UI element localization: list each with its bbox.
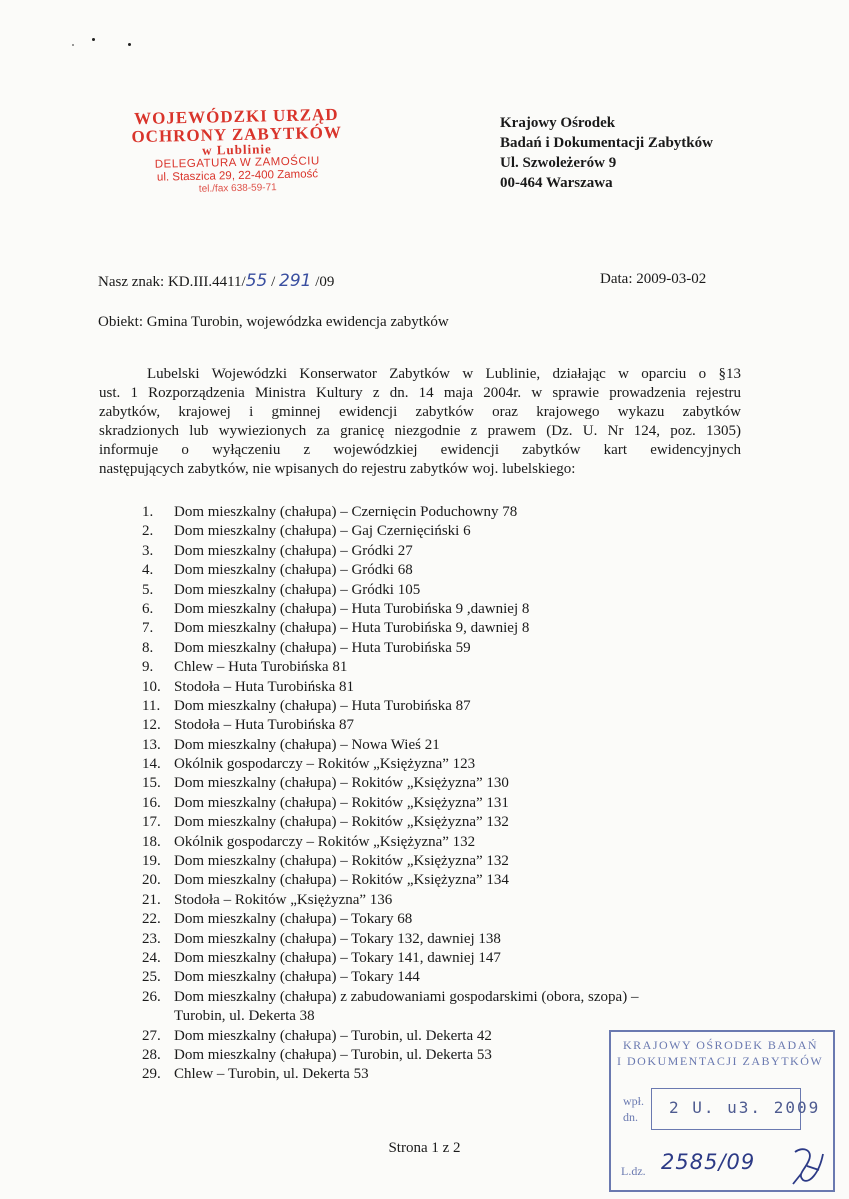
body-line: Lubelski Wojewódzki Konserwator Zabytków w Lublinie, działając w oparciu o §13 bbox=[147, 366, 741, 382]
item-text: Dom mieszkalny (chałupa) – Rokitów „Księżyzna” 132 bbox=[174, 853, 509, 870]
list-item bbox=[142, 968, 638, 987]
item-number: 25. bbox=[142, 969, 161, 986]
item-text: Stodoła – Rokitów „Księżyzna” 136 bbox=[174, 891, 393, 908]
item-number: 12. bbox=[142, 717, 161, 734]
reference-prefix: Nasz znak: KD.III.4411/ bbox=[98, 274, 246, 290]
office-stamp bbox=[111, 105, 363, 196]
item-text: Dom mieszkalny (chałupa) – Turobin, ul. Dekerta 53 bbox=[174, 1046, 492, 1063]
item-text: Okólnik gospodarczy – Rokitów „Księżyzna” 123 bbox=[174, 756, 476, 773]
item-text: Dom mieszkalny (chałupa) – Czernięcin Poduchowny 78 bbox=[174, 504, 518, 520]
item-text: Dom mieszkalny (chałupa) – Gródki 68 bbox=[174, 562, 413, 579]
stamp-line: WOJEWÓDZKI URZĄD bbox=[133, 104, 339, 129]
list-item bbox=[142, 755, 638, 774]
scan-speck bbox=[72, 44, 74, 46]
list-item bbox=[142, 600, 638, 619]
stamp-label: dn. bbox=[623, 1110, 638, 1124]
list-item bbox=[142, 891, 638, 910]
list-item bbox=[142, 852, 638, 871]
item-number: 20. bbox=[142, 872, 161, 889]
item-text: Dom mieszkalny (chałupa) – Rokitów „Księżyzna” 132 bbox=[174, 814, 509, 831]
list-item bbox=[142, 658, 638, 677]
item-number: 14. bbox=[142, 756, 161, 773]
item-number: 11. bbox=[142, 697, 161, 714]
document-date: Data: 2009-03-02 bbox=[600, 271, 707, 287]
item-number: 23. bbox=[142, 930, 161, 947]
item-number: 21. bbox=[142, 891, 161, 908]
list-item bbox=[142, 678, 638, 697]
list-item bbox=[142, 910, 638, 929]
item-number: 5. bbox=[142, 581, 154, 598]
list-item bbox=[142, 794, 638, 813]
item-text: Okólnik gospodarczy – Rokitów „Księżyzna” 132 bbox=[174, 833, 476, 850]
addressee-line: 00-464 Warszawa bbox=[500, 175, 613, 191]
item-text: Dom mieszkalny (chałupa) – Nowa Wieś 21 bbox=[174, 736, 440, 753]
item-number: 3. bbox=[142, 542, 154, 559]
stamp-line: I DOKUMENTACJI ZABYTKÓW bbox=[617, 1054, 824, 1068]
list-item bbox=[142, 871, 638, 890]
item-number: 24. bbox=[142, 949, 161, 966]
page-number: Strona 1 z 2 bbox=[388, 1140, 461, 1156]
item-number: 2. bbox=[142, 523, 154, 540]
list-item bbox=[142, 581, 638, 600]
list-item bbox=[142, 503, 638, 522]
list-item bbox=[142, 930, 638, 949]
reference-separator: / bbox=[267, 274, 280, 290]
stamp-line: tel./fax 638-59-71 bbox=[198, 182, 277, 195]
stamp-line: OCHRONY ZABYTKÓW bbox=[131, 122, 343, 147]
list-item bbox=[142, 813, 638, 832]
item-number: 27. bbox=[142, 1027, 161, 1044]
list-item bbox=[142, 542, 638, 561]
handwritten-number: 291 bbox=[279, 271, 312, 291]
list-item bbox=[142, 1027, 638, 1046]
reference-suffix: /09 bbox=[311, 274, 335, 290]
item-number: 7. bbox=[142, 620, 154, 637]
list-item bbox=[142, 639, 638, 658]
list-item bbox=[142, 1065, 638, 1084]
body-line: informuje o wyłączeniu z wojewódzkiej ewidencji zabytków kart ewidencyjnych bbox=[99, 442, 741, 458]
stamp-line: w Lublinie bbox=[202, 141, 272, 158]
reference-number bbox=[98, 271, 334, 291]
item-number: 1. bbox=[142, 504, 154, 520]
stamp-line: KRAJOWY OŚRODEK BADAŃ bbox=[623, 1038, 819, 1052]
item-number: 22. bbox=[142, 911, 161, 928]
list-item bbox=[142, 736, 638, 755]
body-line: ust. 1 Rozporządzenia Ministra Kultury z dn. 14 maja 2004r. w sprawie prowadzenia rejestru bbox=[99, 385, 741, 401]
body-paragraph bbox=[99, 365, 741, 479]
item-text: Stodoła – Huta Turobińska 81 bbox=[174, 678, 355, 695]
list-item bbox=[142, 988, 638, 1027]
item-text: Dom mieszkalny (chałupa) – Huta Turobińska 59 bbox=[174, 639, 471, 656]
list-item bbox=[142, 949, 638, 968]
item-text: Dom mieszkalny (chałupa) – Tokary 141, dawniej 147 bbox=[174, 949, 501, 966]
item-number: 8. bbox=[142, 639, 154, 656]
stamp-line: DELEGATURA W ZAMOŚCIU bbox=[154, 155, 320, 171]
item-text: Dom mieszkalny (chałupa) – Huta Turobińska 9, dawniej 8 bbox=[174, 620, 530, 637]
handwritten-number: 55 bbox=[245, 271, 268, 291]
item-text: Dom mieszkalny (chałupa) – Rokitów „Księżyzna” 134 bbox=[174, 872, 509, 889]
list-item bbox=[142, 522, 638, 541]
scan-speck bbox=[92, 38, 95, 41]
list-item bbox=[142, 619, 638, 638]
addressee-line: Krajowy Ośrodek bbox=[500, 115, 616, 131]
item-text: Dom mieszkalny (chałupa) – Huta Turobińska 9 ,dawniej 8 bbox=[174, 600, 530, 617]
item-number: 13. bbox=[142, 736, 161, 753]
item-text: Dom mieszkalny (chałupa) – Gródki 27 bbox=[174, 542, 413, 559]
addressee-block bbox=[500, 113, 713, 193]
item-text: Dom mieszkalny (chałupa) z zabudowaniami gospodarskimi (obora, szopa) – bbox=[174, 988, 639, 1005]
item-number: 19. bbox=[142, 853, 161, 870]
item-text: Dom mieszkalny (chałupa) – Tokary 132, dawniej 138 bbox=[174, 930, 501, 947]
item-number: 18. bbox=[142, 833, 161, 850]
list-item bbox=[142, 1046, 638, 1065]
list-item bbox=[142, 774, 638, 793]
received-date: 2 U. u3. 2009 bbox=[669, 1098, 821, 1117]
item-number: 29. bbox=[142, 1066, 161, 1083]
item-text: Stodoła – Huta Turobińska 87 bbox=[174, 717, 355, 734]
item-text: Dom mieszkalny (chałupa) – Turobin, ul. Dekerta 42 bbox=[174, 1027, 492, 1044]
stamp-label: L.dz. bbox=[621, 1164, 646, 1178]
addressee-line: Badań i Dokumentacji Zabytków bbox=[500, 135, 713, 151]
stamp-label: wpł. bbox=[623, 1094, 644, 1108]
addressee-line: Ul. Szwoleżerów 9 bbox=[500, 155, 617, 171]
item-number: 28. bbox=[142, 1046, 161, 1063]
list-item bbox=[142, 697, 638, 716]
item-number: 4. bbox=[142, 562, 154, 579]
item-text-continuation: Turobin, ul. Dekerta 38 bbox=[174, 1008, 315, 1025]
body-line: następujących zabytków, nie wpisanych do rejestru zabytków woj. lubelskiego: bbox=[99, 461, 576, 477]
item-number: 10. bbox=[142, 678, 161, 695]
item-text: Dom mieszkalny (chałupa) – Rokitów „Księżyzna” 131 bbox=[174, 794, 509, 811]
subject-line: Obiekt: Gmina Turobin, wojewódzka ewidencja zabytków bbox=[98, 314, 449, 330]
item-text: Dom mieszkalny (chałupa) – Tokary 144 bbox=[174, 969, 420, 986]
body-line: zabytków, krajowej i gminnej ewidencji zabytków oraz krajowego wykazu zabytków bbox=[99, 404, 741, 420]
item-text: Dom mieszkalny (chałupa) – Tokary 68 bbox=[174, 911, 413, 928]
list-item bbox=[142, 716, 638, 735]
item-number: 16. bbox=[142, 794, 161, 811]
item-text: Dom mieszkalny (chałupa) – Rokitów „Księżyzna” 130 bbox=[174, 775, 509, 792]
item-text: Dom mieszkalny (chałupa) – Huta Turobińska 87 bbox=[174, 697, 471, 714]
list-item bbox=[142, 561, 638, 580]
item-number: 26. bbox=[142, 988, 161, 1005]
receipt-stamp bbox=[609, 1030, 835, 1192]
item-number: 6. bbox=[142, 600, 154, 617]
registry-number: 2585/09 bbox=[661, 1150, 756, 1174]
monument-list bbox=[142, 503, 638, 1085]
item-number: 17. bbox=[142, 814, 161, 831]
signature-icon bbox=[789, 1144, 829, 1188]
scan-speck bbox=[128, 43, 131, 46]
item-text: Dom mieszkalny (chałupa) – Gaj Czernięciński 6 bbox=[174, 523, 471, 540]
item-number: 9. bbox=[142, 659, 154, 676]
item-text: Chlew – Turobin, ul. Dekerta 53 bbox=[174, 1066, 369, 1083]
item-text: Chlew – Huta Turobińska 81 bbox=[174, 659, 348, 676]
list-item bbox=[142, 833, 638, 852]
stamp-line: ul. Staszica 29, 22-400 Zamość bbox=[156, 168, 319, 184]
item-text: Dom mieszkalny (chałupa) – Gródki 105 bbox=[174, 581, 421, 598]
item-number: 15. bbox=[142, 775, 161, 792]
body-line: skradzionych lub wywiezionych za granicę niezgodnie z prawem (Dz. U. Nr 124, poz. 1305) bbox=[99, 423, 741, 439]
